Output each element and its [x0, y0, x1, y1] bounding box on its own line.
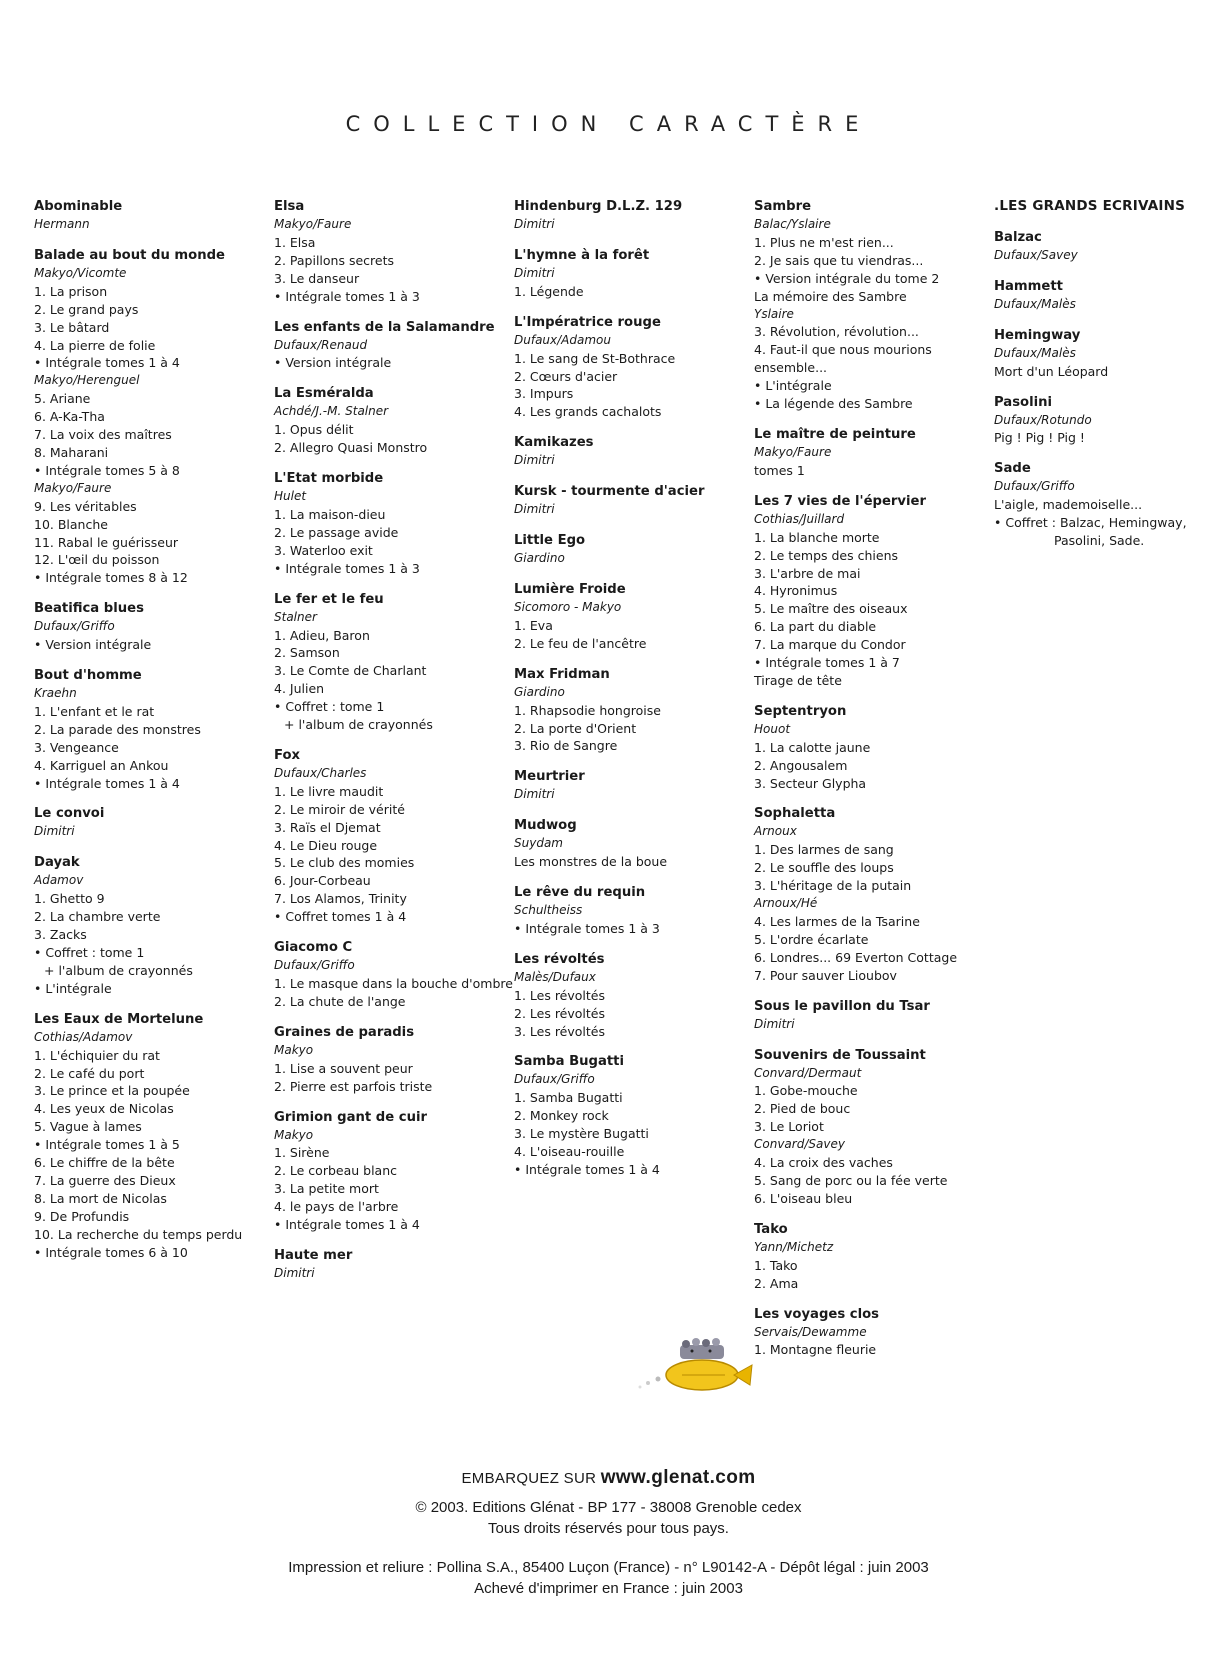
volume-item: • Intégrale tomes 1 à 4	[274, 1217, 420, 1233]
series-title: Beatifica blues	[34, 601, 144, 617]
series-authors: Dimitri	[514, 453, 555, 468]
volume-item: 1. Samba Bugatti	[514, 1090, 623, 1106]
volume-item: 1. Eva	[514, 617, 553, 633]
series-title: Le convoi	[34, 806, 105, 822]
volume-item: 2. Le grand pays	[34, 301, 139, 317]
series-title: Les 7 vies de l'épervier	[754, 493, 926, 509]
series-entry	[514, 768, 744, 804]
volume-item: 7. Los Alamos, Trinity	[274, 891, 407, 907]
series-title: Septentryon	[754, 703, 847, 719]
series-entry	[34, 667, 264, 792]
volume-item: • Intégrale tomes 1 à 7	[754, 655, 900, 671]
series-title: Hemingway	[994, 327, 1081, 343]
volume-item: 7. La marque du Condor	[754, 637, 906, 653]
embark-line	[0, 1467, 1217, 1489]
series-entry	[754, 198, 984, 413]
series-authors: Houot	[754, 721, 791, 736]
series-entry	[514, 884, 744, 938]
volume-item: 2. Le miroir de vérité	[274, 801, 405, 817]
catalog-column-5	[994, 198, 1217, 563]
volume-item: 4. La croix des vaches	[754, 1155, 893, 1171]
volume-item: • L'intégrale	[754, 378, 832, 394]
volume-item: 2. La chute de l'ange	[274, 993, 406, 1009]
series-entry	[754, 805, 984, 984]
volume-item: • Version intégrale	[274, 355, 392, 371]
series-entry	[754, 1047, 984, 1208]
series-authors: Cothias/Adamov	[34, 1029, 133, 1044]
volume-item: 1. Elsa	[274, 234, 316, 250]
volume-item: 4. Les grands cachalots	[514, 404, 662, 420]
volume-item: 4. Hyronimus	[754, 583, 838, 599]
series-entry	[514, 314, 744, 422]
volume-item: 3. Zacks	[34, 927, 87, 943]
volume-item: 1. Adieu, Baron	[274, 627, 370, 643]
volume-item: 4. L'oiseau-rouille	[514, 1144, 625, 1160]
volume-item: 1. L'enfant et le rat	[34, 703, 155, 719]
series-entry	[514, 247, 744, 301]
volume-item: 3. La petite mort	[274, 1181, 379, 1197]
series-entry	[754, 426, 984, 480]
series-authors: Dufaux/Savey	[994, 247, 1078, 262]
volume-item: 4. Les yeux de Nicolas	[34, 1101, 174, 1117]
volume-item: 5. Le club des momies	[274, 855, 415, 871]
series-title: Little Ego	[514, 533, 586, 549]
volume-item: Pasolini, Sade.	[1054, 533, 1145, 549]
volume-item: 3. Les révoltés	[514, 1023, 605, 1039]
series-entry	[274, 319, 504, 373]
series-title: Max Fridman	[514, 666, 610, 682]
volume-item: • Version intégrale du tome 2	[754, 270, 940, 286]
volume-item: 4. Les larmes de la Tsarine	[754, 914, 920, 929]
series-entry	[754, 493, 984, 690]
series-authors: Arnoux	[754, 824, 797, 839]
series-authors: Kraehn	[34, 686, 77, 701]
series-authors: Dimitri	[34, 824, 75, 839]
series-entry	[514, 666, 744, 756]
volume-item: 1. Plus ne m'est rien...	[754, 234, 894, 250]
catalog-column-1	[34, 198, 264, 1275]
volume-item: 7. La guerre des Dieux	[34, 1172, 176, 1188]
volume-item: • Intégrale tomes 1 à 4	[34, 775, 180, 791]
volume-item: Pig ! Pig ! Pig !	[994, 430, 1085, 446]
volume-item: 2. Je sais que tu viendras...	[754, 252, 924, 268]
catalog-column-3	[514, 198, 744, 1192]
series-authors: Dufaux/Griffo	[34, 619, 115, 634]
volume-item: 3. Le Loriot	[754, 1119, 824, 1135]
series-authors: Convard/Dermaut	[754, 1065, 862, 1080]
volume-item: 1. La prison	[34, 283, 108, 299]
series-entry	[274, 385, 504, 457]
series-authors: Makyo/Faure	[274, 217, 352, 231]
volume-item: 5. L'ordre écarlate	[754, 931, 869, 947]
series-title: Grimion gant de cuir	[274, 1109, 427, 1125]
series-entry	[994, 460, 1217, 550]
series-entry	[274, 1109, 504, 1234]
copyright-line: © 2003. Editions Glénat - BP 177 - 38008 Grenoble cedex	[415, 1499, 802, 1516]
series-authors: Suydam	[514, 836, 563, 851]
volume-item: 6. Le chiffre de la bête	[34, 1155, 175, 1171]
series-entry	[754, 703, 984, 793]
volume-item: 2. Cœurs d'acier	[514, 368, 618, 384]
series-authors: Dimitri	[754, 1016, 795, 1031]
volume-item: 5. Ariane	[34, 391, 91, 407]
volume-item: 4. Le Dieu rouge	[274, 837, 378, 853]
volume-item: 7. Pour sauver Lioubov	[754, 967, 897, 983]
volume-item: 3. Waterloo exit	[274, 542, 373, 558]
volume-item: 2. Le café du port	[34, 1065, 145, 1081]
series-entry	[274, 470, 504, 578]
series-title: Les voyages clos	[754, 1306, 880, 1322]
series-title: Hammett	[994, 278, 1063, 294]
volume-item: 5. Vague à lames	[34, 1119, 142, 1135]
copyright-block	[0, 1497, 1217, 1539]
volume-item: 2. La parade des monstres	[34, 721, 201, 737]
series-entry	[274, 747, 504, 926]
volume-item: • Intégrale tomes 1 à 3	[274, 288, 420, 304]
series-authors: Servais/Dewamme	[754, 1324, 867, 1339]
volume-item: 3. Rio de Sangre	[514, 738, 618, 754]
volume-item: 2. Angousalem	[754, 757, 848, 773]
volume-item: 2. Allegro Quasi Monstro	[274, 440, 428, 456]
volume-item: 2. Ama	[754, 1275, 799, 1291]
volume-item: • Intégrale tomes 5 à 8	[34, 462, 180, 478]
volume-item: 3. Le bâtard	[34, 319, 110, 335]
volume-item: 7. La voix des maîtres	[34, 427, 172, 443]
series-entry	[514, 581, 744, 653]
volume-item: 9. De Profundis	[34, 1208, 130, 1224]
volume-item: 3. L'arbre de mai	[754, 565, 861, 581]
series-authors: Cothias/Juillard	[754, 511, 845, 526]
volume-item: 2. Papillons secrets	[274, 252, 394, 268]
series-title: Les révoltés	[514, 951, 605, 967]
volume-item: 4. Karriguel an Ankou	[34, 757, 169, 773]
series-title: Pasolini	[994, 394, 1053, 410]
volume-item: 8. La mort de Nicolas	[34, 1190, 167, 1206]
volume-item: 2. La porte d'Orient	[514, 720, 637, 736]
volume-item: 3. Impurs	[514, 386, 574, 402]
series-title: Haute mer	[274, 1247, 353, 1263]
series-authors: Giardino	[514, 684, 565, 699]
volume-item: 2. Les révoltés	[514, 1005, 605, 1021]
website-link[interactable]: www.glenat.com	[600, 1467, 756, 1488]
series-authors: Dufaux/Griffo	[514, 1072, 595, 1087]
series-authors: Dufaux/Renaud	[274, 337, 368, 352]
series-entry	[274, 1024, 504, 1096]
series-title: Le fer et le feu	[274, 591, 384, 607]
series-entry	[754, 1221, 984, 1293]
series-entry	[514, 951, 744, 1041]
volume-item: • Version intégrale	[34, 637, 152, 653]
series-title: Abominable	[34, 199, 123, 214]
volume-item: Tirage de tête	[754, 672, 842, 688]
volume-item: 6. Jour-Corbeau	[274, 873, 371, 889]
series-authors: Schultheiss	[514, 903, 583, 918]
series-authors: Dufaux/Rotundo	[994, 412, 1092, 427]
series-entry	[34, 805, 264, 841]
series-authors: Arnoux/Hé	[754, 896, 818, 911]
series-entry	[994, 327, 1217, 381]
series-title: Tako	[754, 1221, 788, 1237]
series-title: L'hymne à la forêt	[514, 247, 650, 263]
volume-item: L'aigle, mademoiselle...	[994, 497, 1143, 513]
series-authors: Malès/Dufaux	[514, 969, 596, 984]
volume-item: La mémoire des Sambre	[754, 288, 907, 304]
series-entry	[274, 591, 504, 734]
volume-item: • Intégrale tomes 1 à 3	[274, 560, 420, 576]
series-entry	[514, 198, 744, 234]
series-title: Samba Bugatti	[514, 1054, 624, 1070]
series-title: Lumière Froide	[514, 581, 626, 597]
series-title: Hindenburg D.L.Z. 129	[514, 199, 683, 214]
series-authors: Stalner	[274, 609, 317, 624]
volume-item: 1. Légende	[514, 283, 584, 299]
volume-item: 1. Ghetto 9	[34, 891, 105, 907]
catalog-column-2	[274, 198, 513, 1296]
volume-item: • L'intégrale	[34, 980, 112, 996]
series-authors: Balac/Yslaire	[754, 217, 831, 231]
series-title: La Esméralda	[274, 386, 374, 402]
series-entry	[34, 1011, 264, 1262]
volume-item: 1. Le sang de St-Bothrace	[514, 350, 676, 366]
series-title: L'Etat morbide	[274, 471, 384, 487]
volume-item: 4. La pierre de folie	[34, 337, 156, 353]
volume-item: 1. Tako	[754, 1257, 798, 1273]
volume-item: 4. le pays de l'arbre	[274, 1199, 399, 1215]
series-authors: Convard/Savey	[754, 1137, 845, 1152]
series-authors: Achdé/J.-M. Stalner	[274, 404, 389, 419]
volume-item: 3. Vengeance	[34, 739, 119, 755]
volume-item: • Intégrale tomes 8 à 12	[34, 570, 188, 586]
volume-item: ensemble...	[754, 360, 828, 376]
achieve-line: Achevé d'imprimer en France : juin 2003	[474, 1580, 743, 1597]
series-title: Sade	[994, 461, 1031, 477]
series-title: Elsa	[274, 199, 305, 214]
series-entry	[514, 1053, 744, 1178]
series-title: Kursk - tourmente d'acier	[514, 484, 705, 500]
volume-item: 2. Le feu de l'ancêtre	[514, 635, 647, 651]
series-title: Les Eaux de Mortelune	[34, 1011, 204, 1027]
volume-item: 3. L'héritage de la putain	[754, 878, 912, 894]
series-authors: Makyo/Faure	[754, 444, 832, 459]
series-entry	[34, 854, 264, 997]
volume-item: • Intégrale tomes 1 à 4	[514, 1162, 660, 1177]
volume-item: 2. Samson	[274, 645, 340, 661]
embark-text: EMBARQUEZ SUR	[461, 1470, 597, 1487]
series-entry	[514, 434, 744, 470]
volume-item: 1. Les révoltés	[514, 987, 605, 1003]
series-authors: Dufaux/Adamou	[514, 332, 611, 347]
series-authors: Dimitri	[514, 787, 555, 802]
series-authors: Sicomoro - Makyo	[514, 599, 622, 614]
series-entry	[34, 247, 264, 587]
series-title: Le rêve du requin	[514, 885, 646, 901]
series-entry	[34, 198, 264, 234]
series-authors: Makyo	[274, 1127, 314, 1142]
series-title: Fox	[274, 747, 301, 763]
series-authors: Giardino	[514, 551, 565, 566]
volume-item: 1. Montagne fleurie	[754, 1342, 877, 1358]
volume-item: 5. Sang de porc ou la fée verte	[754, 1172, 948, 1188]
volume-item: 2. Pied de bouc	[754, 1101, 851, 1117]
volume-item: • Coffret tomes 1 à 4	[274, 909, 407, 925]
collection-heading: COLLECTION CARACTÈRE	[345, 112, 872, 136]
series-entry	[274, 198, 504, 306]
series-title: Dayak	[34, 855, 80, 871]
series-title: L'Impératrice rouge	[514, 314, 661, 330]
volume-item: 1. Des larmes de sang	[754, 842, 894, 858]
series-title: Balade au bout du monde	[34, 247, 225, 263]
volume-item: 1. Lise a souvent peur	[274, 1060, 413, 1076]
volume-item: 1. Le masque dans la bouche d'ombre	[274, 976, 513, 991]
series-authors: Hulet	[274, 489, 307, 504]
series-authors: Makyo	[274, 1042, 314, 1057]
volume-item: 2. Le corbeau blanc	[274, 1163, 398, 1179]
series-authors: Adamov	[34, 873, 84, 888]
series-authors: Dimitri	[274, 1265, 315, 1280]
volume-item: 2. Monkey rock	[514, 1108, 609, 1124]
volume-item: 2. Le temps des chiens	[754, 547, 899, 563]
volume-item: 1. Gobe-mouche	[754, 1083, 858, 1099]
volume-item: tomes 1	[754, 462, 805, 478]
series-authors: Dimitri	[514, 265, 555, 280]
series-entry	[274, 1247, 504, 1283]
series-authors: Makyo/Faure	[34, 480, 112, 495]
volume-item: 3. Le mystère Bugatti	[514, 1126, 649, 1142]
volume-item: 1. La calotte jaune	[754, 739, 871, 755]
series-authors: Makyo/Vicomte	[34, 265, 127, 280]
series-entry	[754, 998, 984, 1034]
volume-item: 1. Rhapsodie hongroise	[514, 702, 661, 718]
series-title: Sous le pavillon du Tsar	[754, 998, 930, 1014]
series-authors: Yann/Michetz	[754, 1239, 834, 1254]
series-authors: Makyo/Herenguel	[34, 373, 140, 388]
printing-block	[0, 1557, 1217, 1599]
series-authors: Dufaux/Malès	[994, 345, 1076, 360]
volume-item: 3. Raïs el Djemat	[274, 819, 381, 835]
series-entry	[994, 394, 1217, 448]
volume-item: 3. Le prince et la poupée	[34, 1083, 190, 1099]
printing-line: Impression et reliure : Pollina S.A., 85400 Luçon (France) - n° L90142-A - Dépôt légal : juin 2003	[288, 1559, 929, 1576]
series-authors: Dufaux/Charles	[274, 765, 367, 780]
volume-item: 8. Maharani	[34, 444, 109, 460]
series-authors: Dimitri	[514, 502, 555, 517]
volume-item: 2. La chambre verte	[34, 909, 161, 925]
series-entry	[514, 532, 744, 568]
volume-item: • Intégrale tomes 6 à 10	[34, 1244, 188, 1260]
volume-item: • Intégrale tomes 1 à 3	[514, 920, 660, 936]
series-title: Sophaletta	[754, 806, 836, 822]
volume-item: 2. Pierre est parfois triste	[274, 1078, 433, 1094]
series-title: Les enfants de la Salamandre	[274, 319, 495, 335]
series-authors: Hermann	[34, 217, 90, 231]
catalog-column-4	[754, 198, 984, 1372]
series-title: Balzac	[994, 229, 1042, 245]
volume-item: • La légende des Sambre	[754, 396, 913, 412]
volume-item: Les monstres de la boue	[514, 854, 668, 870]
series-title: Souvenirs de Toussaint	[754, 1047, 926, 1063]
volume-item: 12. L'œil du poisson	[34, 552, 160, 568]
volume-item: 6. Londres... 69 Everton Cottage	[754, 949, 958, 965]
yellow-airship-icon	[630, 1325, 760, 1400]
volume-item: + l'album de crayonnés	[284, 717, 433, 733]
volume-item: 3. Le danseur	[274, 270, 360, 286]
series-title: Bout d'homme	[34, 668, 142, 684]
volume-item: 6. La part du diable	[754, 619, 877, 635]
volume-item: • Intégrale tomes 1 à 5	[34, 1137, 180, 1153]
series-title: Le maître de peinture	[754, 426, 916, 442]
volume-item: 9. Les véritables	[34, 498, 137, 514]
series-entry	[994, 278, 1217, 314]
volume-item: Mort d'un Léopard	[994, 363, 1109, 379]
volume-item: 10. Blanche	[34, 516, 108, 532]
volume-item: 2. Le souffle des loups	[754, 860, 894, 876]
volume-item: 1. Sirène	[274, 1145, 330, 1161]
series-entry	[274, 939, 513, 1011]
volume-item: 4. Julien	[274, 681, 325, 697]
volume-item: 1. La blanche morte	[754, 529, 880, 545]
series-title: Meurtrier	[514, 769, 585, 785]
series-entry	[514, 483, 744, 519]
volume-item: • Coffret : tome 1	[274, 699, 385, 715]
series-authors: Dufaux/Malès	[994, 296, 1076, 311]
series-title: Kamikazes	[514, 435, 594, 451]
series-title: Sambre	[754, 199, 812, 214]
volume-item: 3. Secteur Glypha	[754, 775, 867, 791]
volume-item: 4. Faut-il que nous mourions	[754, 342, 932, 358]
volume-item: 1. L'échiquier du rat	[34, 1047, 160, 1063]
rights-line: Tous droits réservés pour tous pays.	[488, 1520, 729, 1537]
volume-item: 6. L'oiseau bleu	[754, 1190, 853, 1206]
series-title: Graines de paradis	[274, 1024, 415, 1040]
series-entry	[514, 817, 744, 871]
series-title: Giacomo C	[274, 940, 353, 956]
volume-item: 3. Le Comte de Charlant	[274, 663, 427, 679]
collection-subheading: .LES GRANDS ECRIVAINS	[994, 198, 1185, 214]
volume-item: 1. Le livre maudit	[274, 783, 384, 799]
volume-item: 3. Révolution, révolution...	[754, 324, 919, 340]
volume-item: 6. A-Ka-Tha	[34, 409, 105, 425]
series-entry	[994, 229, 1217, 265]
series-title: Mudwog	[514, 818, 577, 834]
volume-item: 5. Le maître des oiseaux	[754, 601, 908, 617]
volume-item: • Intégrale tomes 1 à 4	[34, 355, 180, 371]
volume-item: 11. Rabal le guérisseur	[34, 534, 179, 550]
volume-item: 10. La recherche du temps perdu	[34, 1226, 243, 1242]
series-entry	[34, 600, 264, 654]
series-authors: Yslaire	[754, 306, 794, 321]
volume-item: • Coffret : Balzac, Hemingway,	[994, 515, 1187, 531]
series-entry	[754, 1306, 984, 1360]
volume-item: + l'album de crayonnés	[44, 962, 193, 978]
series-authors: Dufaux/Griffo	[274, 958, 355, 973]
series-authors: Dufaux/Griffo	[994, 479, 1075, 494]
volume-item: • Coffret : tome 1	[34, 945, 145, 960]
volume-item: 1. Opus délit	[274, 422, 354, 438]
series-authors: Dimitri	[514, 217, 555, 231]
volume-item: 2. Le passage avide	[274, 524, 399, 540]
volume-item: 1. La maison-dieu	[274, 506, 386, 522]
